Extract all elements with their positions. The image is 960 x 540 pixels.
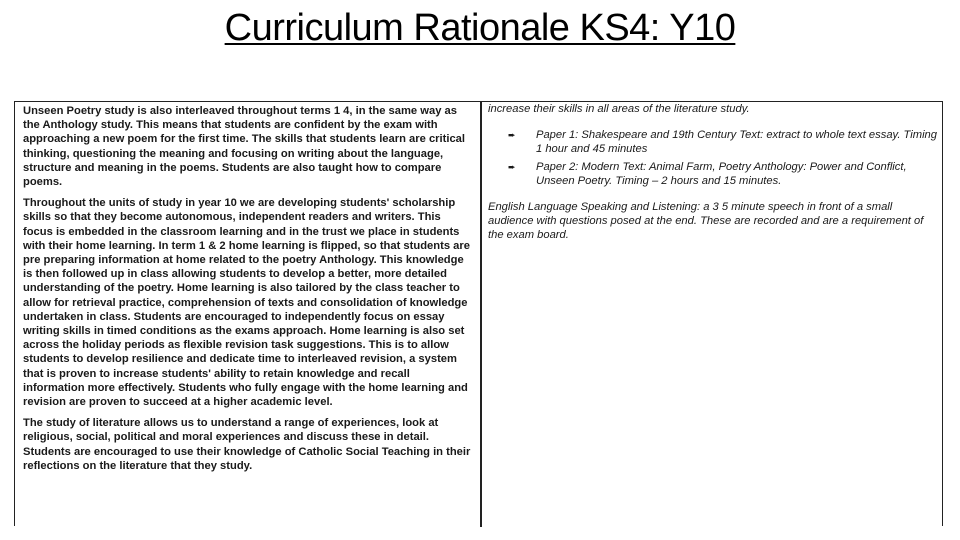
paper-2-text: Paper 2: Modern Text: Animal Farm, Poetry Anthology: Power and Conflict, Unseen Poetry. Timing – 2 hours and 15 minutes. bbox=[536, 160, 907, 187]
paragraph-speaking-listening: English Language Speaking and Listening: a 3 5 minute speech in front of a small audience with questions posed at the end. These are recorded and are a requirement of the exam board. bbox=[488, 201, 924, 242]
paper-1-text: Paper 1: Shakespeare and 19th Century Text: extract to whole text essay. Timing 1 hour and 45 minutes bbox=[536, 129, 937, 156]
left-column bbox=[23, 104, 473, 480]
exam-papers-list bbox=[488, 128, 938, 188]
column-divider bbox=[480, 102, 482, 527]
arrow-bullet-icon: ➨ bbox=[508, 130, 516, 141]
paragraph-intro: increase their skills in all areas of the literature study. bbox=[488, 103, 750, 115]
page-title: Curriculum Rationale KS4: Y10 bbox=[224, 7, 736, 49]
paragraph-study-of-literature: The study of literature allows us to understand a range of experiences, look at religious, social, political and moral experiences and discuss these in detail. Students are encouraged to use their knowledge of Catholic Social Teaching in their reflections on the literature that they study. bbox=[23, 417, 471, 472]
paragraph-scholarship-skills: Throughout the units of study in year 10 we are developing students' scholarship skills so that they become autonomous, independent readers and writers. This focus is embedded in the classroom learning and in the trust we place in students with their home learning. In term 1 & 2 home learning is flipped, so that students are pre preparing information at home related to the poetry Anthology. This knowledge is then followed up in class allowing students to develop a better, more detailed understanding of the poetry. Home learning is also tailored by the class teacher to allow for retrieval practice, comprehension of texts and consolidation of knowledge undertaken in class. Students are encouraged to independently focus on essay writing skills in timed conditions as the exams approach. Home learning is also set across the holiday periods as flexible revision task suggestions. This is to allow students to develop resilience and dedicate time to interleaved revision, a system that is proven to increase students' ability to retain knowledge and recall information more effectively. Students who fully engage with the home learning and revision are proven to succeed at a higher academic level. bbox=[23, 197, 470, 409]
right-column bbox=[488, 102, 938, 243]
paragraph-unseen-poetry: Unseen Poetry study is also interleaved throughout terms 1 4, in the same way as the Anthology study. This means that students are confident by the exam with approaching a new poem for the first time. The skills that students learn are critical thinking, questioning the meaning and focusing on writing about the language, structure and meaning in the poems. Students are also taught how to compare poems. bbox=[23, 105, 466, 189]
list-item bbox=[488, 160, 938, 188]
list-item bbox=[488, 128, 938, 156]
rationale-table bbox=[14, 101, 943, 526]
arrow-bullet-icon: ➨ bbox=[508, 161, 516, 172]
